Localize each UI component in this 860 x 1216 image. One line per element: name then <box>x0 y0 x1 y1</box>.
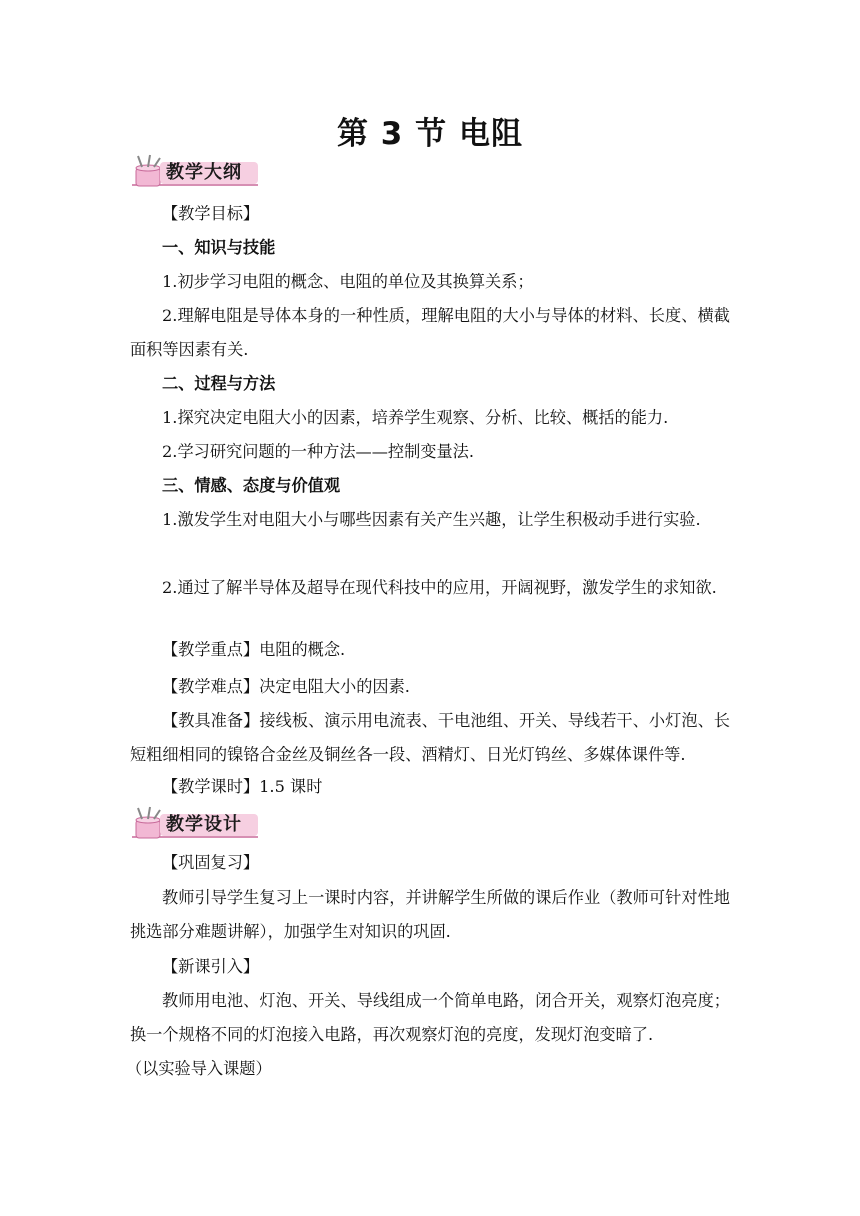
key-point: 【教学重点】电阻的概念. <box>162 640 346 659</box>
review-heading: 【巩固复习】 <box>162 853 260 872</box>
list-item: 2.理解电阻是导体本身的一种性质，理解电阻的大小与导体的材料、长度、横截面积等因素有关. <box>130 306 730 359</box>
objectives-heading: 【教学目标】 <box>162 204 260 223</box>
class-hours: 【教学课时】1.5 课时 <box>162 777 323 796</box>
intro-text: 教师用电池、灯泡、开关、导线组成一个简单电路，闭合开关，观察灯泡亮度；换一个规格不同的灯泡接入电路，再次观察灯泡的亮度，发现灯泡变暗了. <box>130 991 730 1044</box>
section-heading: 一、知识与技能 <box>162 238 276 257</box>
equipment: 【教具准备】接线板、演示用电流表、干电池组、开关、导线若干、小灯泡、长短粗细相同的镍铬合金丝及铜丝各一段、酒精灯、日光灯钨丝、多媒体课件等. <box>130 711 730 764</box>
list-item: 1.初步学习电阻的概念、电阻的单位及其换算关系； <box>162 272 534 291</box>
intro-note: （以实验导入课题） <box>126 1059 272 1078</box>
section-banner-design <box>128 806 260 842</box>
list-item: 2.通过了解半导体及超导在现代科技中的应用，开阔视野，激发学生的求知欲. <box>162 578 717 597</box>
page-title: 第 3 节 电阻 <box>337 116 523 152</box>
banner-label: 教学大纲 <box>166 162 242 183</box>
list-item: 1.激发学生对电阻大小与哪些因素有关产生兴趣，让学生积极动手进行实验. <box>162 510 701 529</box>
section-heading: 三、情感、态度与价值观 <box>162 476 341 495</box>
section-banner-outline <box>128 154 260 190</box>
banner-label: 教学设计 <box>166 814 242 835</box>
list-item: 1.探究决定电阻大小的因素，培养学生观察、分析、比较、概括的能力. <box>162 408 669 427</box>
review-text: 教师引导学生复习上一课时内容，并讲解学生所做的课后作业（教师可针对性地挑选部分难题讲解），加强学生对知识的巩固. <box>130 888 730 941</box>
section-heading: 二、过程与方法 <box>162 374 276 393</box>
intro-heading: 【新课引入】 <box>162 957 260 976</box>
list-item: 2.学习研究问题的一种方法——控制变量法. <box>162 442 474 461</box>
difficulty: 【教学难点】决定电阻大小的因素. <box>162 677 410 696</box>
